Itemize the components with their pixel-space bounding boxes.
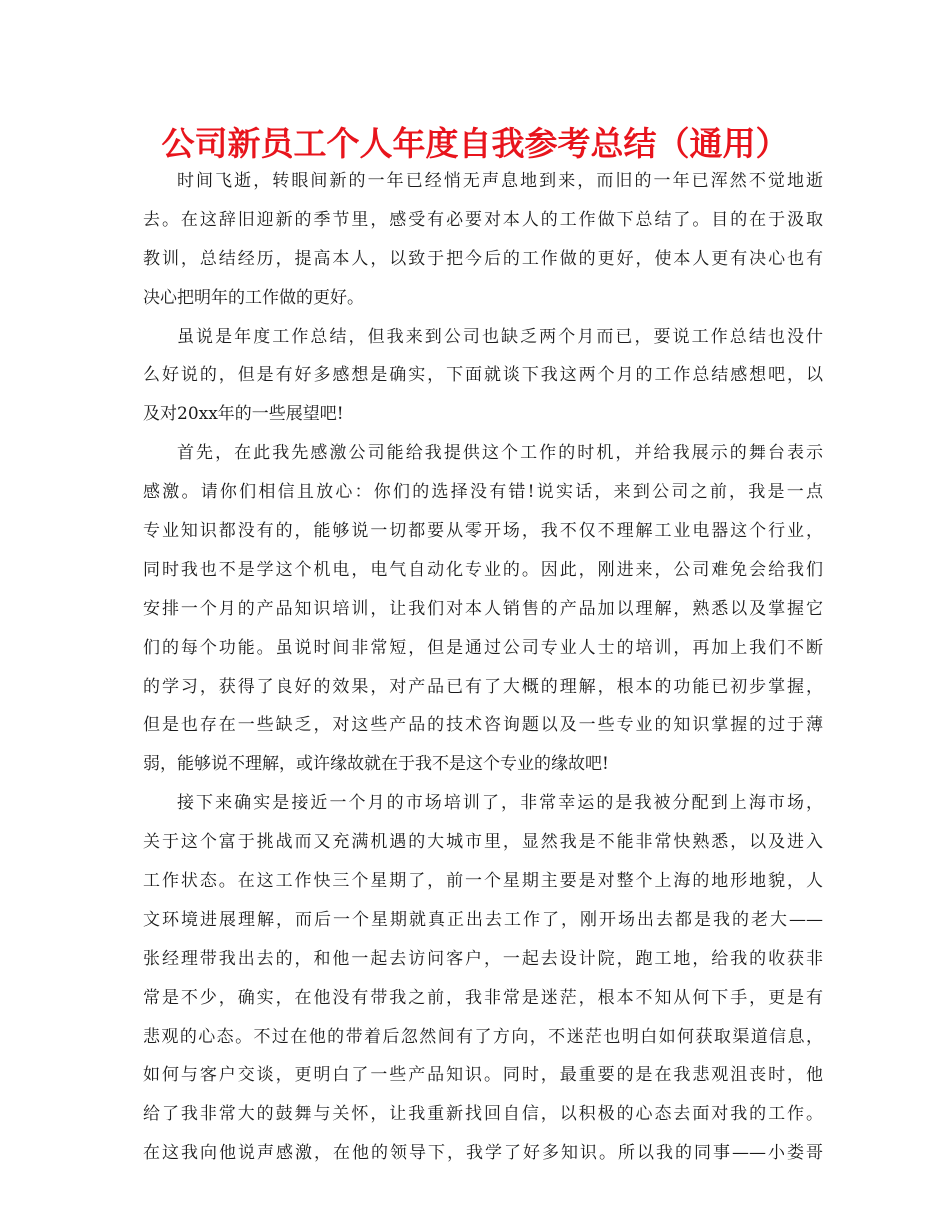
text-line: 么好说的，但是有好多感想是确实，下面就谈下我这两个月的工作总结感想吧，以 xyxy=(143,365,823,386)
text-line: 教训，总结经历，提高本人，以致于把今后的工作做的更好，使本人更有决心也有 xyxy=(143,248,823,269)
text-line: 常是不少，确实，在他没有带我之前，我非常是迷茫，根本不知从何下手，更是有 xyxy=(143,987,823,1008)
text-line: 的学习，获得了良好的效果，对产品已有了大概的理解，根本的功能已初步掌握， xyxy=(143,676,823,697)
paragraph-1 xyxy=(143,162,823,318)
paragraph-3 xyxy=(143,434,823,784)
paragraph-4 xyxy=(143,784,823,1173)
text-line: 文环境进展理解，而后一个星期就真正出去工作了，刚开场出去都是我的老大—— xyxy=(143,909,823,930)
text-line: 专业知识都没有的，能够说一切都要从零开场，我不仅不理解工业电器这个行业， xyxy=(143,521,823,542)
text-line: 感激。请你们相信且放心：你们的选择没有错!说实话，来到公司之前，我是一点 xyxy=(143,482,823,503)
text-line: 但是也存在一些缺乏，对这些产品的技术咨询题以及一些专业的知识掌握的过于薄 xyxy=(143,715,823,736)
text-line: 工作状态。在这工作快三个星期了，前一个星期主要是对整个上海的地形地貌，人 xyxy=(143,871,823,892)
text-line: 去。在这辞旧迎新的季节里，感受有必要对本人的工作做下总结了。目的在于汲取 xyxy=(143,209,823,230)
text-line: 虽说是年度工作总结，但我来到公司也缺乏两个月而已，要说工作总结也没什 xyxy=(177,326,823,347)
text-line: 悲观的心态。不过在他的带着后忽然间有了方向，不迷茫也明白如何获取渠道信息， xyxy=(143,1026,823,1047)
text-line: 及对20xx年的一些展望吧! xyxy=(143,404,344,425)
paragraph-2 xyxy=(143,318,823,435)
text-line: 弱，能够说不理解，或许缘故就在于我不是这个专业的缘故吧! xyxy=(143,754,609,775)
text-line: 在这我向他说声感激，在他的领导下，我学了好多知识。所以我的同事——小娄哥 xyxy=(143,1143,823,1164)
document-body xyxy=(143,162,823,1173)
text-line: 首先，在此我先感激公司能给我提供这个工作的时机，并给我展示的舞台表示 xyxy=(177,443,823,464)
text-line: 张经理带我出去的，和他一起去访问客户，一起去设计院，跑工地，给我的收获非 xyxy=(143,948,823,969)
text-line: 时间飞逝，转眼间新的一年已经悄无声息地到来，而旧的一年已浑然不觉地逝 xyxy=(177,171,823,191)
document-title: 公司新员工个人年度自我参考总结（通用） xyxy=(161,124,789,163)
text-line: 同时我也不是学这个机电，电气自动化专业的。因此，刚进来，公司难免会给我们 xyxy=(143,559,823,580)
text-line: 决心把明年的工作做的更好。 xyxy=(143,287,364,308)
text-line: 安排一个月的产品知识培训，让我们对本人销售的产品加以理解，熟悉以及掌握它 xyxy=(143,598,823,619)
text-line: 给了我非常大的鼓舞与关怀，让我重新找回自信，以积极的心态去面对我的工作。 xyxy=(143,1104,823,1125)
text-line: 们的每个功能。虽说时间非常短，但是通过公司专业人士的培训，再加上我们不断 xyxy=(143,637,823,658)
text-line: 接下来确实是接近一个月的市场培训了，非常幸运的是我被分配到上海市场， xyxy=(177,793,823,814)
text-line: 关于这个富于挑战而又充满机遇的大城市里，显然我是不能非常快熟悉，以及进入 xyxy=(143,832,823,853)
text-line: 如何与客户交谈，更明白了一些产品知识。同时，最重要的是在我悲观沮丧时，他 xyxy=(143,1065,823,1086)
